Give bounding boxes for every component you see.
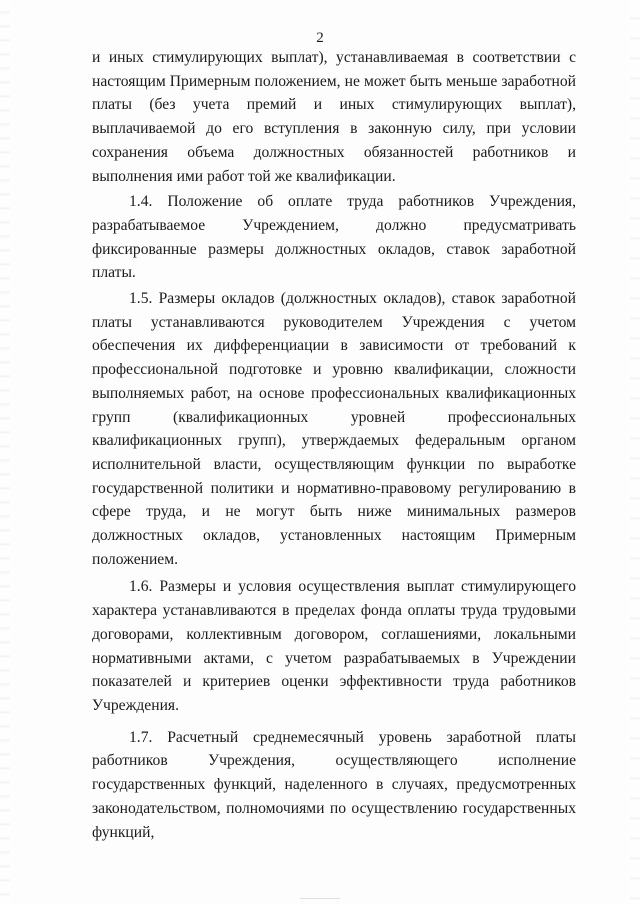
scan-artifact — [300, 898, 340, 899]
scan-edge-left — [0, 0, 10, 905]
paragraph-continued: и иных стимулирующих выплат), устанавливаемая в соответствии с настоящим Примерным положением, не может быть меньше заработной платы (без учета премий и иных стимулирующих выплат), выплачиваемой до его вступления в законную силу, при условии сохранения объема должностных обязанностей работников и выполнения ими работ той же квалификации. — [92, 49, 576, 185]
paragraph-1-4: 1.4. Положение об оплате труда работников Учреждения, разрабатываемое Учреждением, должно предусматривать фиксированные размеры должностных окладов, ставок заработной платы. — [92, 193, 576, 282]
page-number: 2 — [316, 30, 324, 46]
paragraph-1-6: 1.6. Размеры и условия осуществления выплат стимулирующего характера устанавливаются в пределах фонда оплаты труда трудовыми договорами, коллективным договором, соглашениями, локальными нормативными актами, с учетом разрабатываемых в Учреждении показателей и критериев оценки эффективности труда работников Учреждения. — [92, 578, 576, 714]
paragraph-1-7: 1.7. Расчетный среднемесячный уровень заработной платы работников Учреждения, осуществляющего исполнение государственных функций, наделенного в случаях, предусмотренных законодательством, полномочиями по осуществлению государственных функций, — [92, 728, 576, 841]
document-body — [92, 46, 576, 844]
scan-edge-right — [630, 0, 640, 905]
paragraph-1-5: 1.5. Размеры окладов (должностных окладов), ставок заработной платы устанавливаются руководителем Учреждения с учетом обеспечения их дифференциации в зависимости от требований к профессиональной подготовке и уровню квалификации, сложности выполняемых работ, на основе профессиональных квалификационных групп (квалификационных уровней профессиональных квалификационных групп), утверждаемых федеральным органом исполнительной власти, осуществляющим функции по выработке государственной политики и нормативно-правовому регулированию в сфере труда, и не могут быть ниже минимальных размеров должностных окладов, установленных настоящим Примерным положением. — [92, 290, 576, 568]
